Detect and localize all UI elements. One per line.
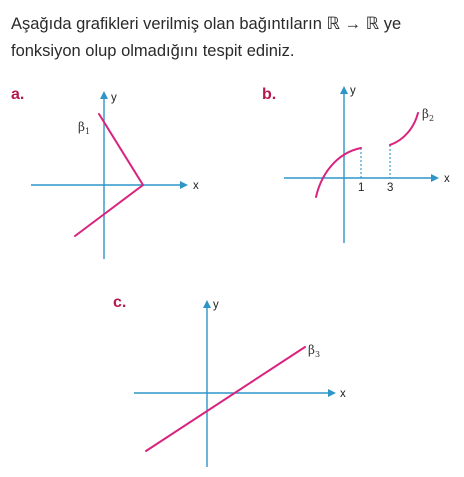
question-line-2: fonksiyon olup olmadığını tespit ediniz. — [11, 42, 295, 60]
part-a-label: a. — [11, 86, 25, 103]
graph-b-x-label: x — [444, 173, 450, 185]
graph-a — [31, 91, 199, 259]
graph-b-y-arrow — [340, 86, 348, 94]
graph-b — [284, 85, 450, 243]
graph-c-y-label: y — [213, 299, 219, 311]
graph-a-x-label: x — [193, 180, 199, 192]
graph-b-relation-curve-right — [390, 113, 418, 145]
part-b-label: b. — [262, 86, 277, 103]
set-domain: ℝ — [326, 14, 340, 33]
graph-c-relation-line — [146, 347, 305, 451]
set-codomain: ℝ — [365, 14, 380, 33]
graph-b-relation-curve-left — [316, 148, 361, 197]
question-line-1-end: ye — [379, 15, 402, 33]
graph-c-x-label: x — [340, 388, 346, 400]
graph-c-relation-label: $\beta_3$ — [308, 343, 321, 359]
graph-c — [134, 299, 346, 467]
graph-b-tick-1: 1 — [358, 182, 365, 194]
graph-a-y-label: y — [111, 92, 117, 104]
graph-b-tick-3: 3 — [387, 182, 394, 194]
graph-b-x-arrow — [431, 174, 439, 182]
question-line-1-start: Aşağıda grafikleri verilmiş olan bağıntıların — [11, 15, 327, 33]
graph-c-x-arrow — [328, 389, 336, 397]
graph-b-y-label: y — [350, 85, 356, 97]
mapping-arrow: → — [344, 15, 362, 33]
graph-a-y-arrow — [100, 91, 108, 99]
graph-b-relation-label: $\beta_2$ — [422, 107, 435, 123]
graph-a-relation-label: $\beta_1$ — [78, 120, 91, 136]
graph-a-x-arrow — [180, 181, 188, 189]
graph-c-y-arrow — [203, 300, 211, 308]
part-c-label: c. — [113, 294, 127, 311]
